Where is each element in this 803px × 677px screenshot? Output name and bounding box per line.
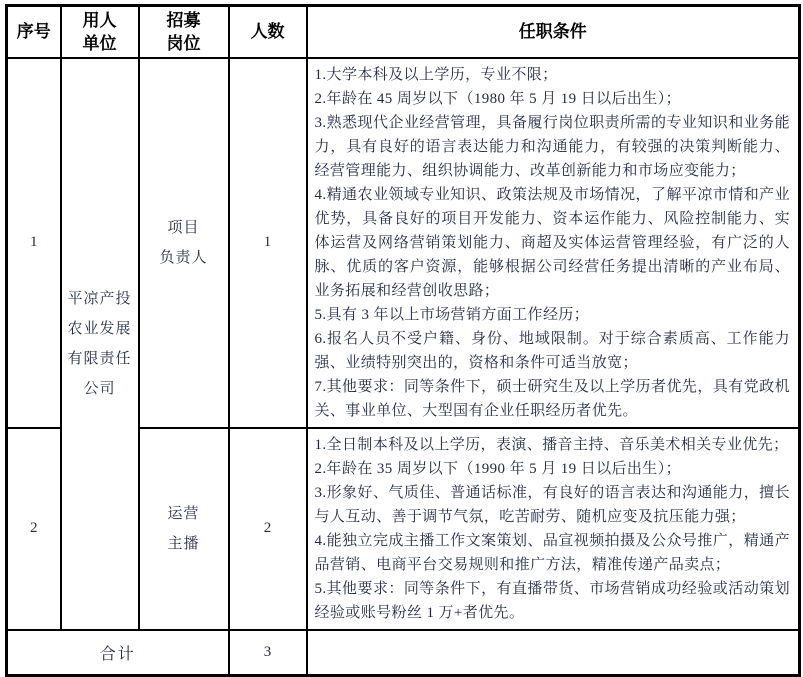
header-cell-count [229, 6, 307, 58]
requirement-item: 1.全日制本科及以上学历，表演、播音主持、音乐美术相关专业优先； [314, 436, 789, 453]
requirement-item: 2.年龄在 45 周岁以下（1980 年 5 月 19 日以后出生）； [314, 90, 682, 107]
employer-line: 农业发展 [67, 320, 132, 337]
employer-line: 平凉产投 [67, 290, 132, 307]
requirement-item: 6.报名人员不受户籍、身份、地域限制。对于综合素质高、工作能力强、业绩特别突出的，资格和条件可适当放宽； [314, 330, 790, 371]
header-line: 序号 [16, 22, 51, 42]
header-line: 单位 [82, 33, 117, 53]
requirement-item: 4.精通农业领域专业知识、政策法规及市场情况，了解平凉市情和产业优势，具备良好的项目开发能力、资本运作能力、风险控制能力、实体运营及网络营销策划能力、商超及实体运营管理经验，有广泛的人脉、优质的客户资源，能够根据公司经营任务提出清晰的产业布局、业务拓展和经营创收思路； [314, 186, 790, 299]
position-cell [139, 428, 229, 630]
position-line: 运营 [167, 505, 200, 522]
employer-line: 公司 [83, 380, 116, 397]
total-row [7, 630, 800, 676]
table-header-row [7, 6, 800, 58]
table-row [7, 58, 800, 428]
header-cell-requirements [307, 6, 800, 58]
position-line: 项目 [167, 219, 200, 236]
header-line: 招募 [166, 10, 201, 30]
serial-number-cell: 2 [7, 428, 61, 630]
total-requirements-empty-cell [307, 630, 800, 676]
requirement-item: 5.具有 3 年以上市场营销方面工作经历； [314, 306, 590, 323]
requirement-item: 4.能独立完成主播工作文案策划、品宣视频拍摄及公众号推广，精通产品营销、电商平台交易规则和推广方法，精准传递产品卖点； [314, 532, 790, 573]
requirement-item: 5.其他要求：同等条件下，有直播带货、市场营销成功经验或活动策划经验或账号粉丝 1 万+者优先。 [314, 580, 790, 621]
requirements-cell [307, 428, 800, 630]
header-line: 任职条件 [518, 22, 587, 42]
requirement-item: 1.大学本科及以上学历，专业不限； [314, 66, 558, 83]
header-cell-position [139, 6, 229, 58]
header-cell-employer [61, 6, 139, 58]
employer-line: 有限责任 [67, 350, 132, 367]
header-line: 人数 [250, 22, 285, 42]
position-line: 负责人 [159, 249, 208, 266]
requirement-item: 3.熟悉现代企业经营管理，具备履行岗位职责所需的专业知识和业务能力，具有良好的语言表达能力和沟通能力，有较强的决策判断能力、经营管理能力、组织协调能力、改革创新能力和市场应变能力； [314, 114, 790, 179]
serial-number-cell: 1 [7, 58, 61, 428]
position-line: 主播 [167, 535, 200, 552]
recruitment-table [5, 4, 801, 677]
position-cell [139, 58, 229, 428]
count-cell: 1 [229, 58, 307, 428]
header-cell-serial [7, 6, 61, 58]
requirement-item: 3.形象好、气质佳、普通话标准，有良好的语言表达和沟通能力，擅长与人互动、善于调节气氛，吃苦耐劳、随机应变及抗压能力强； [314, 484, 790, 525]
requirement-item: 2.年龄在 35 周岁以下（1990 年 5 月 19 日以后出生）； [314, 460, 682, 477]
requirements-cell [307, 58, 800, 428]
total-count-cell: 3 [229, 630, 307, 676]
employer-cell [61, 58, 139, 630]
header-line: 用人 [82, 10, 117, 30]
requirement-item: 7.其他要求：同等条件下，硕士研究生及以上学历者优先，具有党政机关、事业单位、大型国有企业任职经历者优先。 [314, 378, 790, 419]
count-cell: 2 [229, 428, 307, 630]
total-label-cell: 合计 [7, 630, 229, 676]
header-line: 岗位 [166, 33, 201, 53]
